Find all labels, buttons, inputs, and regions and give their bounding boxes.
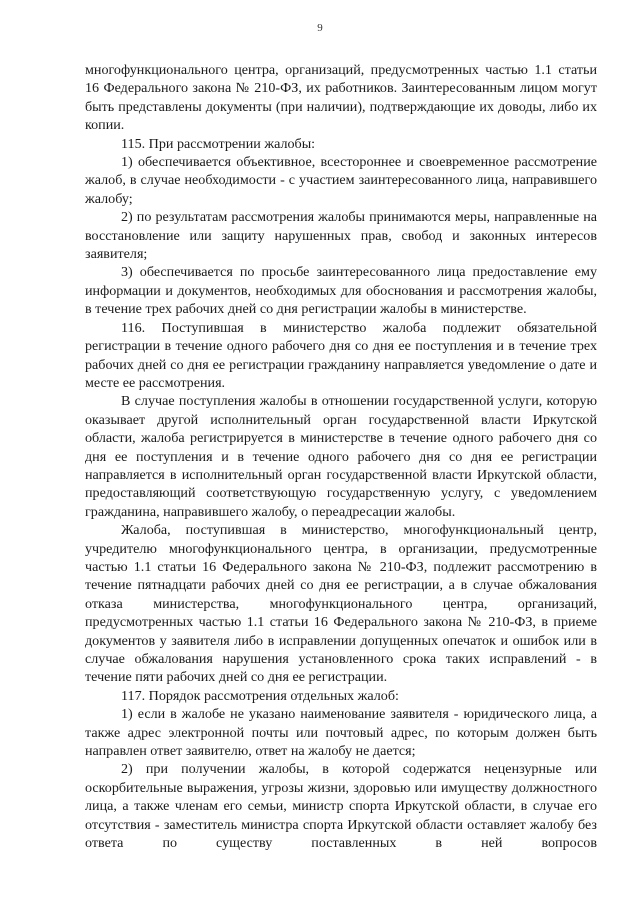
paragraph-item-115: 115. При рассмотрении жалобы: [121,135,316,152]
paragraph-117-subitem-1: 1) если в жалобе не указано наименование заявителя - юридического лица, а также адрес электронной почты или почтовый адрес, по которым должен быть направлен ответ заявителю, ответ на жалобу не дается; [85,706,597,760]
paragraph-115-subitem-3: 3) обеспечивается по просьбе заинтересованного лица предоставление ему информации и документов, необходимых для обоснования и рассмотрения жалобы, в течение трех рабочих дней со дня регистрации жалобы в министерстве. [85,264,597,318]
page-number: 9 [317,22,323,34]
paragraph-continuation: многофункционального центра, организаций, предусмотренных частью 1.1 статьи 16 Федерального закона № 210-ФЗ, их работников. Заинтересованным лицом могут быть представлены документы (при наличии), подтверждающие их доводы, либо их копии. [85,62,597,134]
paragraph-item-116: 116. Поступившая в министерство жалоба подлежит обязательной регистрации в течение одного рабочего дня со дня ее поступления и в течение трех рабочих дней со дня ее регистрации гражданину направляется уведомление о дате и месте ее рассмотрения. [85,319,597,391]
paragraph-117-subitem-2: 2) при получении жалобы, в которой содержатся нецензурные или оскорбительные выражения, угрозы жизни, здоровью или имуществу должностного лица, а также членам его семьи, министр спорта Иркутской области, в случае его отсутствия - заместитель министра спорта Иркутской области оставляет жалобу без ответа по существу поставленных в ней вопросов [85,761,597,852]
paragraph-116-redirect: В случае поступления жалобы в отношении государственной услуги, которую оказывает другой исполнительный орган государственной власти Иркутской области, жалоба регистрируется в министерстве в течение одного рабочего дня со дня ее поступления и в течение одного рабочего дня со дня ее регистрации направляется в исполнительный орган государственной власти Иркутской области, предоставляющий соответствующую государственную услугу, с уведомлением гражданина, направившего жалобу, о переадресации жалобы. [85,393,597,520]
paragraph-116-review-period: Жалоба, поступившая в министерство, многофункциональный центр, учредителю многофункционального центра, в организации, предусмотренные частью 1.1 статьи 16 Федерального закона № 210-ФЗ, подлежит рассмотрению в течение пятнадцати рабочих дней со дня ее регистрации, а в случае обжалования отказа министерства, многофункционального центра, организаций, предусмотренных частью 1.1 статьи 16 Федерального закона № 210-ФЗ, в приеме документов у заявителя либо в исправлении допущенных опечаток и ошибок или в случае обжалования нарушения установленного срока таких исправлений - в течение пяти рабочих дней со дня ее регистрации. [85,522,597,686]
document-body [85,61,597,852]
paragraph-item-117: 117. Порядок рассмотрения отдельных жалоб: [121,687,399,704]
paragraph-115-subitem-2: 2) по результатам рассмотрения жалобы принимаются меры, направленные на восстановление или защиту нарушенных прав, свобод и законных интересов заявителя; [85,209,597,263]
paragraph-115-subitem-1: 1) обеспечивается объективное, всестороннее и своевременное рассмотрение жалоб, в случае необходимости - с участием заинтересованного лица, направившего жалобу; [85,154,597,207]
